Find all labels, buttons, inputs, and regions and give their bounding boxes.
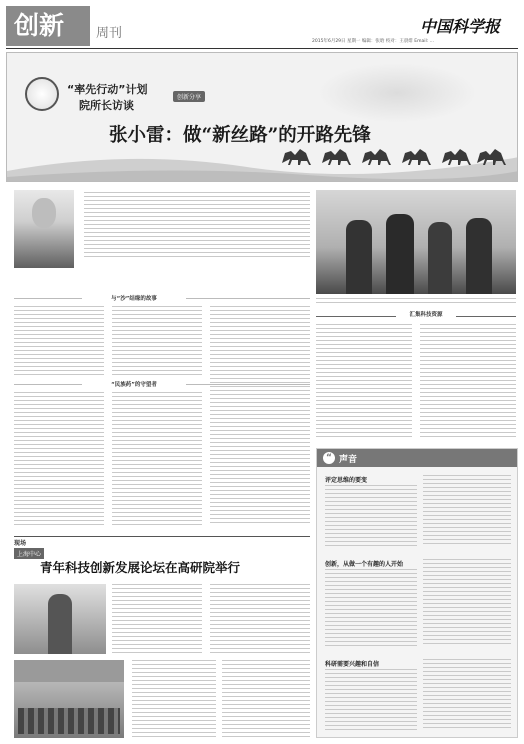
article-column [112, 584, 202, 654]
series-title-bottom: 院所长访谈 [79, 99, 134, 112]
feature-headline: 张小雷：做“新丝路”的开路先锋 [109, 125, 371, 146]
portrait-face [32, 198, 56, 228]
quote-icon: “ [323, 452, 335, 464]
cas-emblem [25, 77, 59, 111]
article-column [132, 660, 216, 738]
box-column [420, 324, 516, 442]
article-column [210, 306, 310, 530]
person-figure [428, 222, 452, 294]
voice-text [423, 475, 511, 547]
article-column [14, 392, 104, 530]
series-title-top: “率先行动”计划 [67, 83, 148, 96]
box-title: 汇集科技资源 [396, 310, 456, 318]
section-title: 创新 [14, 11, 65, 40]
weekly-label: 周刊 [96, 26, 123, 41]
feature-banner [6, 52, 518, 182]
voice-title: 声音 [339, 455, 358, 465]
article-column [210, 584, 310, 654]
person-figure [466, 218, 492, 294]
article-column [222, 660, 310, 738]
voice-panel [316, 448, 518, 738]
audience-row [18, 708, 120, 734]
box-column [316, 324, 412, 442]
voice-text [325, 485, 417, 547]
voice-question: 创新，从做一个有趣的人开始 [325, 561, 404, 568]
forum-photo [14, 660, 124, 738]
subhead-ethnic-medicine: “民族药”的守望者 [111, 382, 157, 388]
voice-text [423, 559, 511, 649]
person-figure [386, 214, 414, 294]
subhead-sand-story: 与“沙”结缘的故事 [111, 296, 157, 302]
feature-tag: 创新分享 [173, 91, 205, 102]
intro-paragraph [84, 192, 310, 262]
brand-logo: 中国科学报 [420, 17, 501, 36]
group-photo [316, 190, 516, 294]
person-figure [346, 220, 372, 294]
voice-text [325, 669, 417, 733]
report-tag: 上海中心 [14, 548, 44, 559]
portrait-photo [14, 190, 74, 268]
voice-text [325, 569, 417, 649]
voice-text [423, 659, 511, 733]
article-column [112, 392, 202, 530]
voice-question: 科研需要兴趣和自信 [325, 661, 380, 668]
forum-stage [14, 660, 124, 682]
issue-meta: 2015年6月29日 星期一 编辑：张晗 校对：王晨绯 Email: ... [312, 39, 434, 44]
article-column [112, 306, 202, 376]
news-headline: 青年科技创新发展论坛在高研院举行 [40, 560, 241, 575]
article-column [14, 306, 104, 376]
photo-caption [316, 298, 516, 308]
voice-question: 评定思维的要变 [325, 477, 368, 484]
speaker-figure [48, 594, 72, 654]
speaker-photo [14, 584, 106, 654]
report-label: 现场 [14, 540, 27, 547]
masthead-rule [6, 48, 518, 49]
